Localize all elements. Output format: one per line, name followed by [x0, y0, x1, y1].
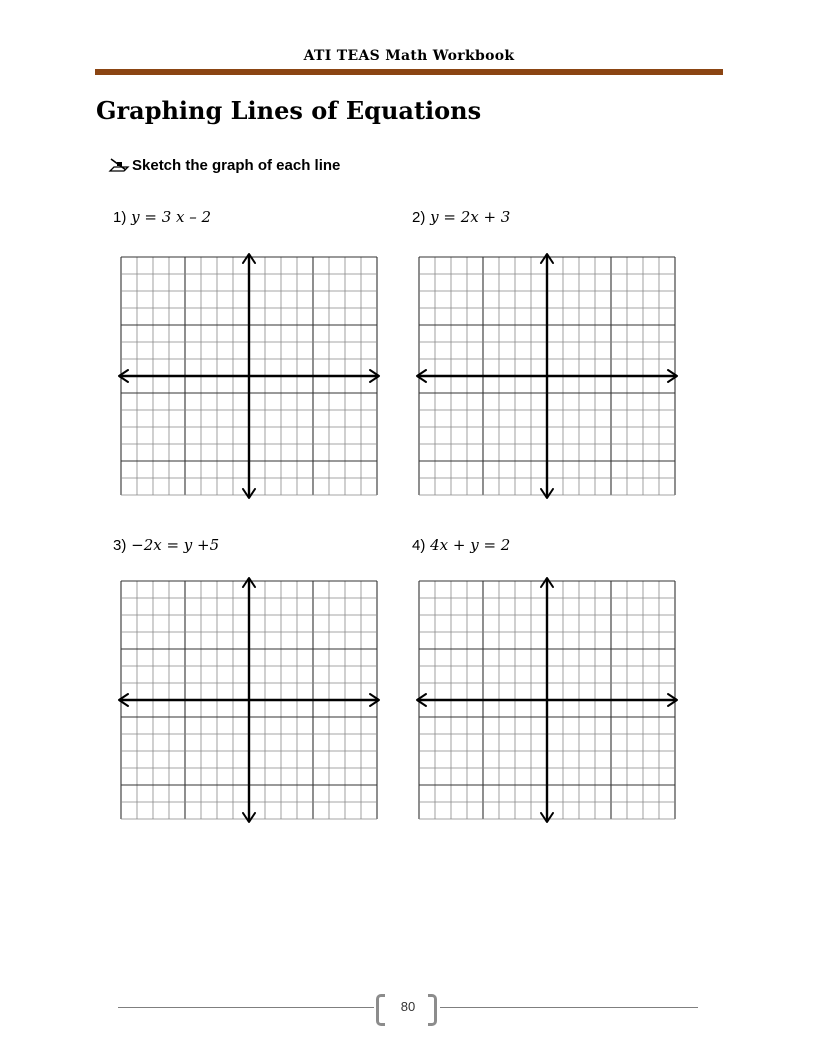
problem-1-number: 1) [113, 209, 127, 226]
header-rule [95, 69, 723, 75]
problem-3-equation: −2x = y +5 [131, 536, 220, 554]
footer-rule-right [440, 1007, 698, 1008]
graph-grid-2[interactable] [414, 252, 684, 500]
problem-2-number: 2) [412, 209, 426, 226]
page-number-bracket-left [376, 994, 385, 1026]
graph-grid-4[interactable] [414, 576, 684, 824]
page-number: 80 [400, 999, 416, 1014]
instruction-text: Sketch the graph of each line [132, 156, 341, 174]
problem-2-label [412, 208, 510, 226]
page-title: Graphing Lines of Equations [96, 96, 482, 125]
pencil-icon [108, 156, 130, 174]
problem-1-label [113, 208, 211, 226]
problem-2-equation: y = 2x + 3 [430, 208, 511, 226]
page-number-bracket-right [428, 994, 437, 1026]
footer-rule-left [118, 1007, 374, 1008]
problem-4-label [412, 536, 510, 554]
running-header: ATI TEAS Math Workbook [303, 48, 515, 64]
instruction [108, 156, 340, 174]
graph-grid-3[interactable] [116, 576, 386, 824]
problem-1-equation: y = 3 x – 2 [131, 208, 212, 226]
graph-grid-1[interactable] [116, 252, 386, 500]
problem-4-number: 4) [412, 537, 426, 554]
problem-4-equation: 4x + y = 2 [430, 536, 511, 554]
problem-3-number: 3) [113, 537, 127, 554]
problem-3-label [113, 536, 219, 554]
